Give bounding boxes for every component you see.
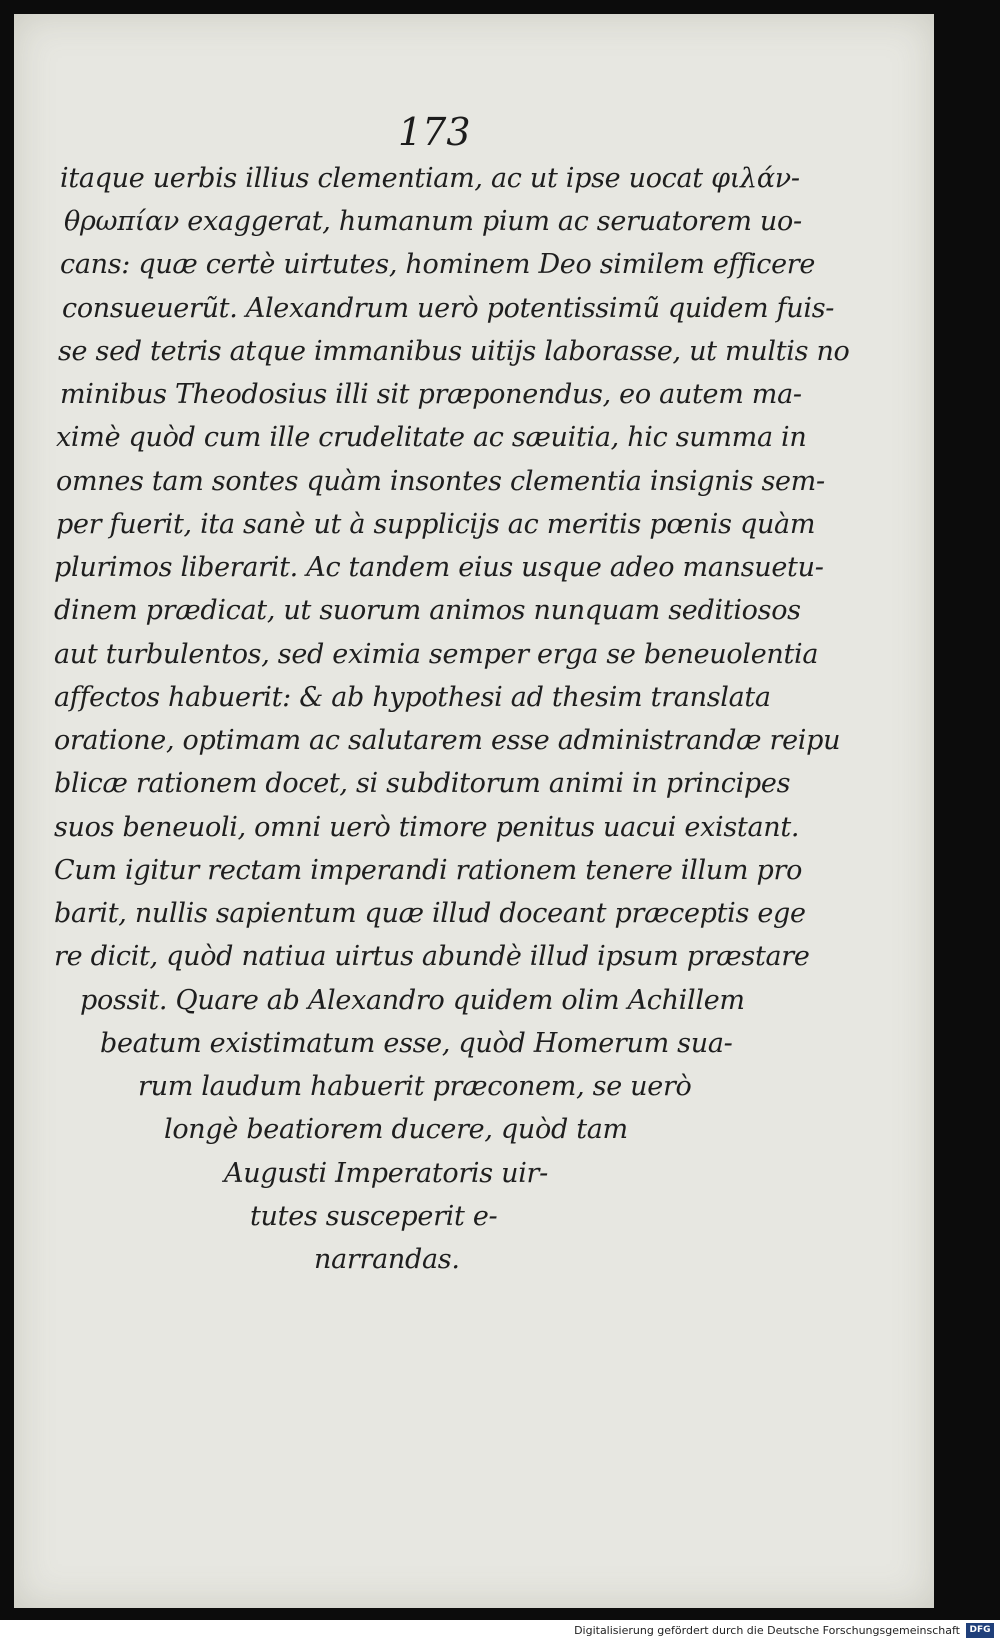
text-line: consueuerũt. Alexandrum uerò potentissimũ quidem fuis- [62,293,835,324]
text-line: tutes susceperit e- [250,1201,498,1232]
text-line: cans: quæ certè uirtutes, hominem Deo similem efficere [60,249,816,280]
text-line: Cum igitur rectam imperandi rationem tenere illum pro [54,855,803,886]
text-line: aut turbulentos, sed eximia semper erga se beneuolentia [54,639,819,670]
page-number: 173 [398,110,471,154]
text-line: longè beatiorem ducere, quòd tam [164,1114,628,1145]
text-line: blicæ rationem docet, si subditorum animi in principes [54,768,791,799]
text-line: dinem prædicat, ut suorum animos nunquam seditiosos [54,595,801,626]
text-line: rum laudum habuerit præconem, se uerò [138,1071,692,1102]
text-line: minibus Theodosius illi sit præponendus, eo autem ma- [60,379,802,410]
text-line: oratione, optimam ac salutarem esse administrandæ reipu [54,725,841,756]
text-line: θρωπίαν exaggerat, humanum pium ac seruatorem uo- [64,206,802,237]
text-line: per fuerit, ita sanè ut à supplicijs ac meritis pœnis quàm [56,509,816,540]
text-line: suos beneuoli, omni uerò timore penitus uacui existant. [54,812,800,843]
text-line: beatum existimatum esse, quòd Homerum sua- [100,1028,733,1059]
text-line: plurimos liberarit. Ac tandem eius usque adeo mansuetu- [54,552,824,583]
text-line: Augusti Imperatoris uir- [224,1158,548,1189]
footer-credit: Digitalisierung gefördert durch die Deutsche Forschungsgemeinschaft [574,1624,960,1637]
text-line: barit, nullis sapientum quæ illud doceant præceptis ege [54,898,806,929]
text-line: itaque uerbis illius clementiam, ac ut ipse uocat φιλάν- [60,163,800,194]
text-line: ximè quòd cum ille crudelitate ac sæuitia, hic summa in [56,422,807,453]
text-line: omnes tam sontes quàm insontes clementia insignis sem- [56,466,825,497]
book-page [14,14,934,1608]
dfg-logo: DFG [966,1623,994,1638]
text-line: se sed tetris atque immanibus uitijs laborasse, ut multis no [58,336,850,367]
text-line: possit. Quare ab Alexandro quidem olim Achillem [80,985,745,1016]
text-line: affectos habuerit: & ab hypothesi ad thesim translata [54,682,771,713]
text-line: narrandas. [314,1244,460,1275]
text-line: re dicit, quòd natiua uirtus abundè illud ipsum præstare [54,941,810,972]
